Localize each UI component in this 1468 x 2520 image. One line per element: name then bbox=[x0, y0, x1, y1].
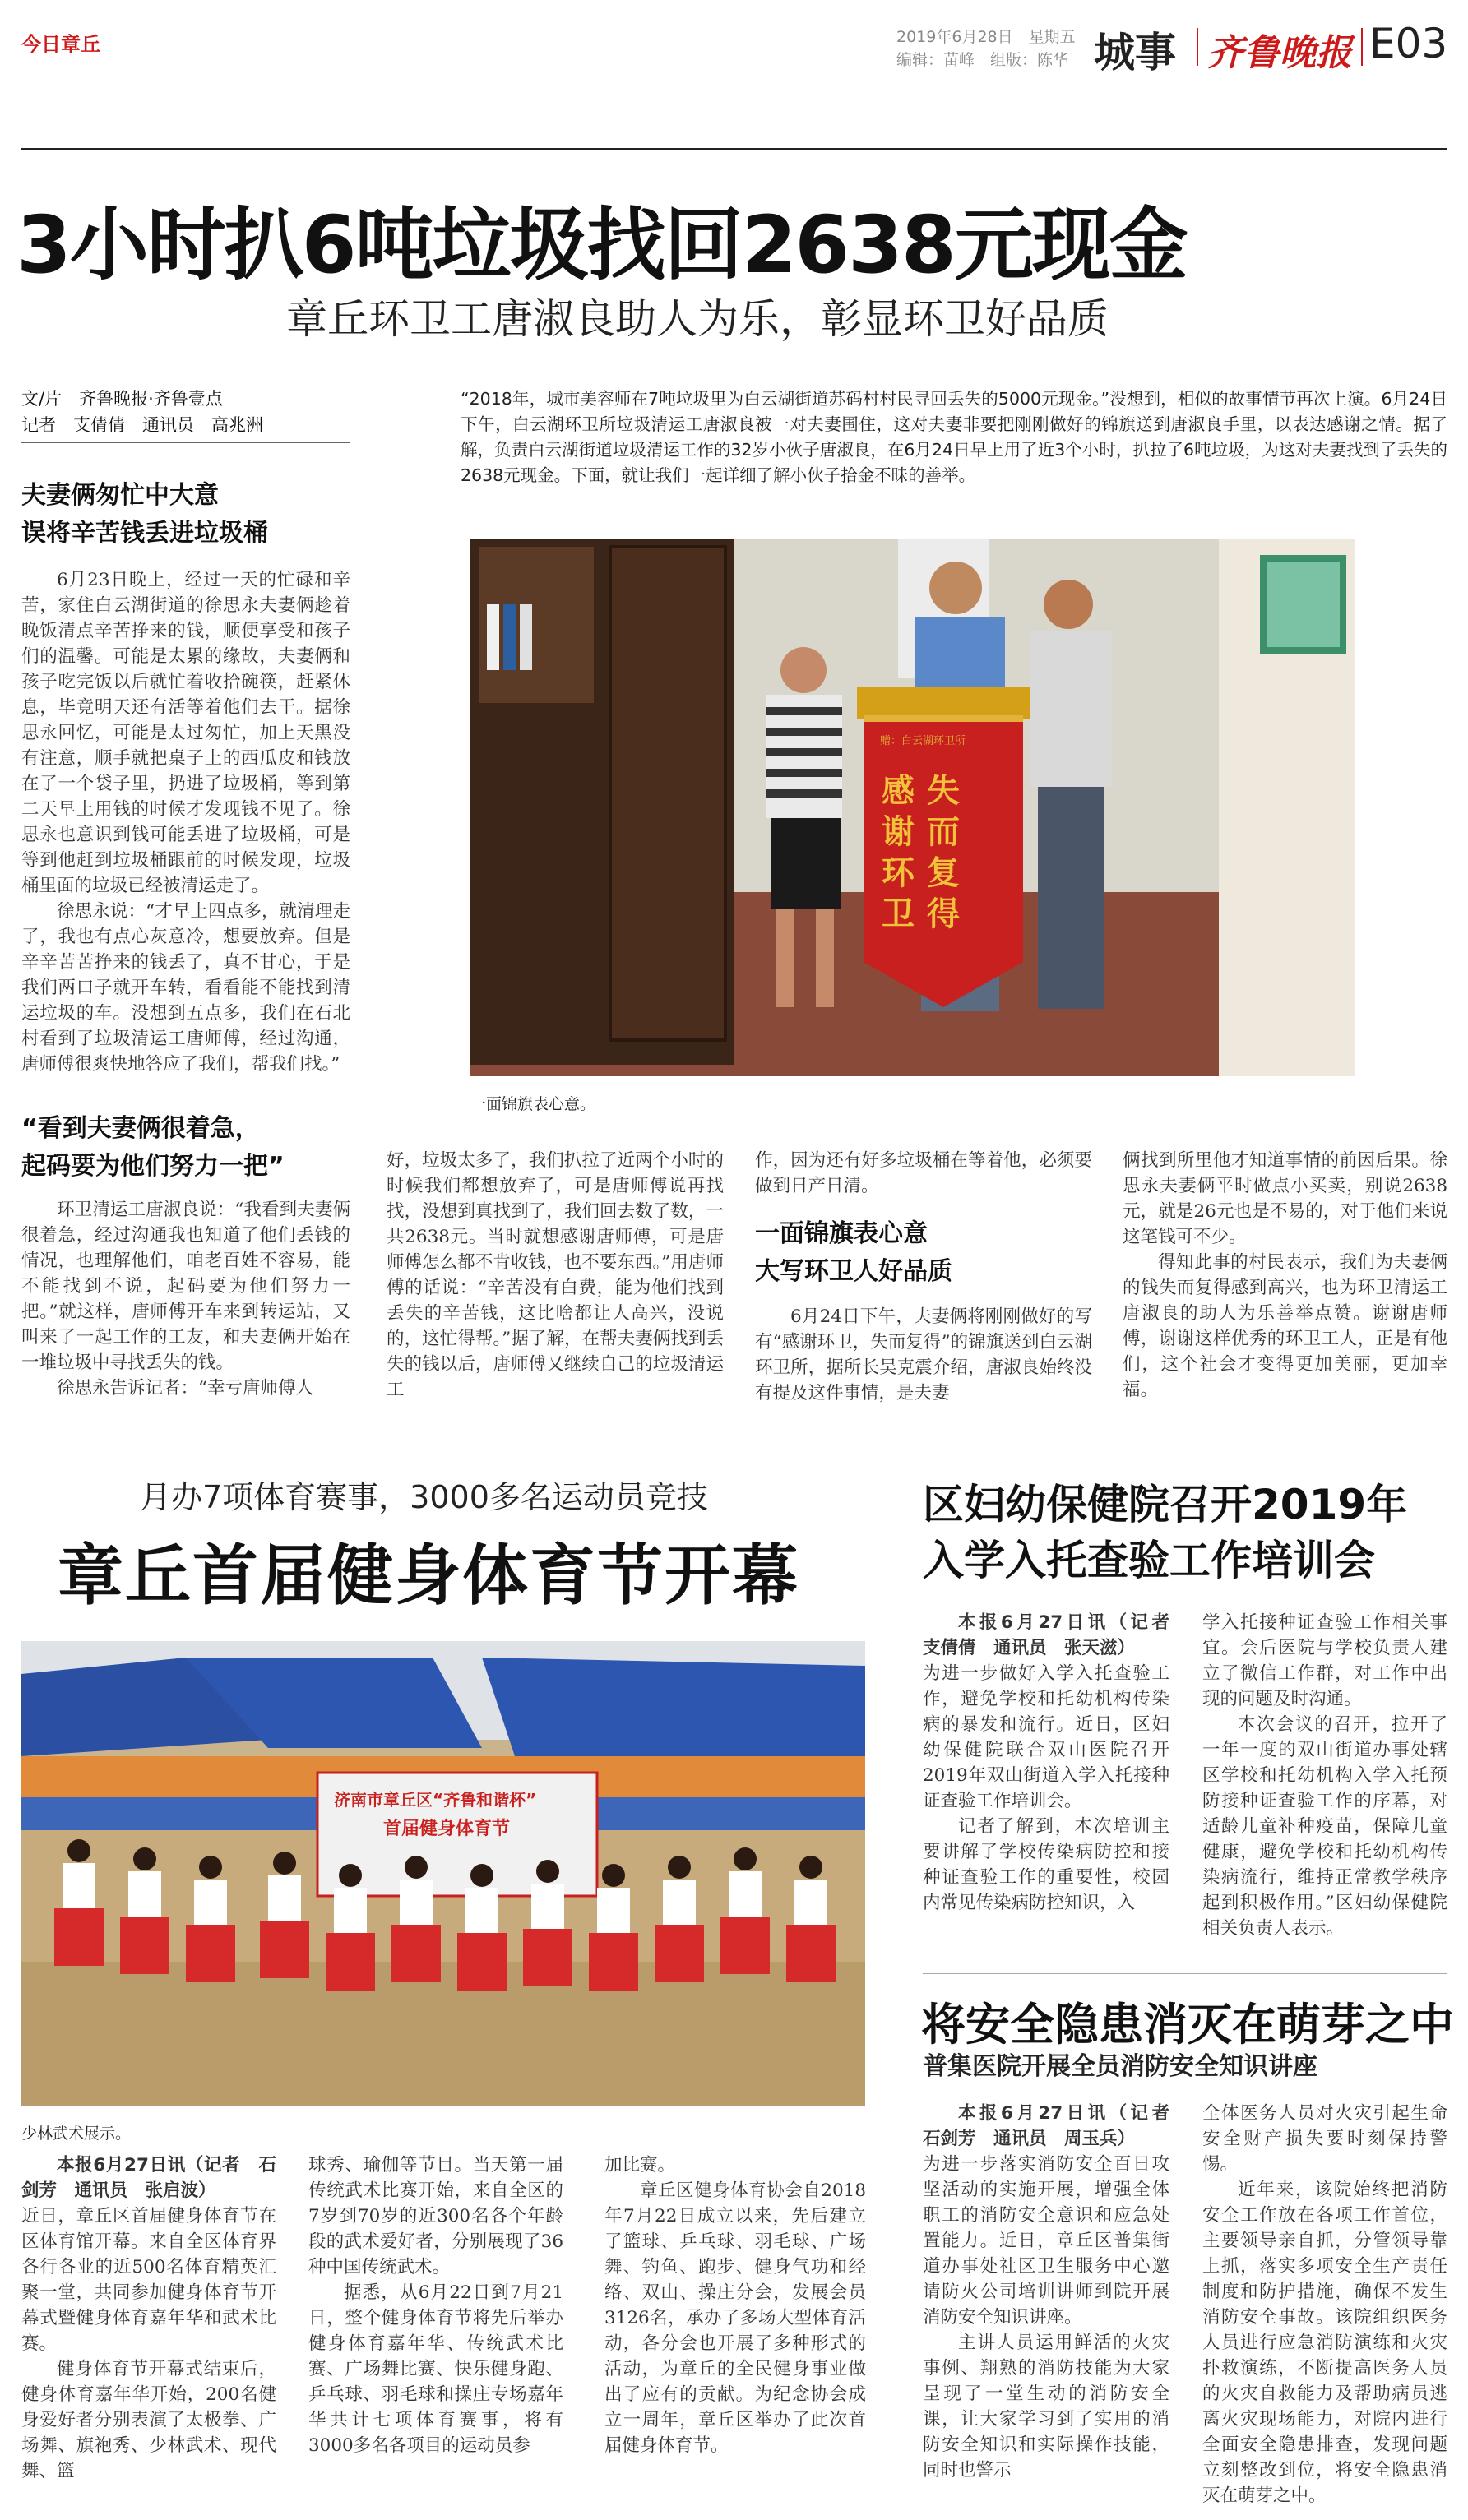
fitness-c3-paragraph: 加比赛。 bbox=[604, 2155, 676, 2176]
main-c4-paragraph: 得知此事的村民表示，我们为夫妻俩的钱失而复得感到高兴，也为环卫清运工唐淑良的助人为乐善举点赞。谢谢唐师傅，谢谢这样优秀的环卫工人，正是有他们，这个社会才变得更加美丽，更加幸福。 bbox=[1123, 1252, 1447, 1400]
svg-text:环: 环 bbox=[882, 853, 915, 892]
svg-text:卫: 卫 bbox=[882, 895, 915, 933]
main-column-4 bbox=[1123, 1148, 1447, 1403]
main-subhead-3b: 大写环卫人好品质 bbox=[755, 1257, 952, 1286]
safety-c2-paragraph: 近年来，该院始终把消防安全工作放在各项工作首位，主要领导亲自抓，分管领导靠上抓，落实多项安全生产责任制度和防护措施，确保不发生消防安全事故。该院组织医务人员进行应急消防演练和火灾扑救演练，不断提高医务人员的火灾自救能力及帮助病员逃离火灾现场能力，对院内进行全面安全隐患排查，发现问题立刻整改到位，将安全隐患消灭在萌芽之中。 bbox=[1202, 2180, 1447, 2506]
fitness-photo-caption: 少林武术展示。 bbox=[21, 2125, 132, 2143]
fitness-c1-paragraph: 近日，章丘区首届健身体育节在区体育馆开幕。来自全区体育界各行各业的近500名体育精英汇聚一堂，共同参加健身体育节开幕式暨健身体育嘉年华和武术比赛。 bbox=[21, 2206, 276, 2354]
fitness-c3-paragraph: 章丘区健身体育协会自2018年7月22日成立以来，先后建立了篮球、乒乓球、羽毛球、广场舞、钓鱼、跑步、健身气功和经络、双山、操庄分会，发展会员3126名，承办了多场大型体育活动，各分会也开展了多种形式的活动，为章丘的全民健身事业做出了应有的贡献。为纪念协会成立一周年，章丘区举办了此次首届健身体育节。 bbox=[604, 2180, 866, 2456]
fitness-c2-paragraph: 球秀、瑜伽等节目。当天第一届传统武术比赛开始，来自全区的7岁到70岁的近300名各个年龄段的武术爱好者，分别展现了36种中国传统武术。 bbox=[308, 2155, 563, 2277]
main-subhead-3a: 一面锦旗表心意 bbox=[755, 1219, 928, 1248]
svg-text:失: 失 bbox=[927, 771, 960, 810]
fitness-headline: 章丘首届健身体育节开幕 bbox=[58, 1537, 799, 1614]
header-rule bbox=[21, 148, 1447, 150]
main-c3b-paragraph: 6月24日下午，夫妻俩将刚刚做好的写有“感谢环卫，失而复得”的锦旗送到白云湖环卫所，据所长吴克震介绍，唐淑良始终没有提及这件事情，是夫妻 bbox=[755, 1306, 1092, 1403]
maternal-c2-paragraph: 学入托接种证查验工作相关事宜。会后医院与学校负责人建立了微信工作群，对工作中出现的问题及时沟通。 bbox=[1202, 1612, 1447, 1709]
main-c2-paragraph: 好，垃圾太多了，我们扒拉了近两个小时的时候我们都想放弃了，可是唐师傅说再找找，没想到真找到了，我们回去数了数，一共2638元。当时就想感谢唐师傅，可是唐师傅怎么都不肯收钱，也不要东西。”用唐师傅的话说：“辛苦没有白费，能为他们找到丢失的辛苦钱，这比啥都让人高兴，没说的，这忙得帮。”据了解，在帮夫妻俩找到丢失的钱以后，唐师傅又继续自己的垃圾清运工 bbox=[387, 1150, 724, 1400]
fitness-column-1 bbox=[21, 2152, 276, 2484]
maternal-c1-paragraph: 为进一步做好入学入托查验工作，避免学校和托幼机构传染病的暴发和流行。近日，区妇幼保健院联合双山医院召开2019年双山街道入学入托接种证查验工作培训会。 bbox=[923, 1663, 1169, 1811]
main-byline-2: 记者 支倩倩 通讯员 高兆洲 bbox=[21, 415, 263, 435]
fitness-c2-paragraph: 据悉，从6月22日到7月21日，整个健身体育节将先后举办健身体育嘉年华、传统武术比赛、广场舞比赛、快乐健身跑、乒乓球、羽毛球和操庄专场嘉年华共计七项体育赛事，将有3000多名各项目的运动员参 bbox=[308, 2282, 563, 2456]
banner-top-text: 赠：白云湖环卫所 bbox=[880, 735, 966, 747]
fitness-column-3 bbox=[604, 2152, 866, 2458]
svg-text:得: 得 bbox=[927, 895, 960, 933]
safety-c2-paragraph: 全体医务人员对火灾引起生命安全财产损失要时刻保持警惕。 bbox=[1202, 2103, 1447, 2175]
fitness-photo-illustration bbox=[21, 1641, 865, 2106]
fitness-c1-paragraph: 健身体育节开幕式结束后，健身体育嘉年华开始，200名健身爱好者分别表演了太极拳、广场舞、旗袍秀、少林武术、现代舞、篮 bbox=[21, 2359, 276, 2481]
main-c1b-paragraph: 徐思永告诉记者：“幸亏唐师傅人 bbox=[57, 1378, 313, 1399]
main-column-1-bottom bbox=[21, 1110, 350, 1401]
maternal-rule bbox=[923, 1973, 1447, 1974]
safety-c1-paragraph: 主讲人员运用鲜活的火灾事例、翔熟的消防技能为大家呈现了一堂生动的消防安全课，让大家学习到了实用的消防安全知识和实际操作技能，同时也警示 bbox=[923, 2333, 1169, 2481]
fitness-banner-line2: 首届健身体育节 bbox=[383, 1819, 511, 1839]
fitness-photo bbox=[21, 1641, 865, 2106]
section-title: 城事 bbox=[1094, 29, 1176, 76]
main-c1-paragraph: 6月23日晚上，经过一天的忙碌和辛苦，家住白云湖街道的徐思永夫妻俩趁着晚饭清点辛苦挣来的钱，顺便享受和孩子们的温馨。可能是太累的缘故，夫妻俩和孩子吃完饭以后就忙着收拾碗筷，赶紧休息，毕竟明天还有活等着他们去干。据徐思永回忆，可能是太过匆忙，加上天黑没有注意，顺手就把桌子上的西瓜皮和钱放在了一个袋子里，扔进了垃圾桶，等到第二天早上用钱的时候才发现钱不见了。徐思永也意识到钱可能丢进了垃圾桶，可是等到他赶到垃圾桶跟前的时候发现，垃圾桶里面的垃圾已经被清运走了。 bbox=[21, 570, 350, 896]
maternal-headline-1: 区妇幼保健院召开2019年 bbox=[923, 1481, 1408, 1528]
svg-text:复: 复 bbox=[927, 853, 960, 892]
safety-subheadline: 普集医院开展全员消防安全知识讲座 bbox=[923, 2052, 1317, 2081]
main-lead: “2018年，城市美容师在7吨垃圾里为白云湖街道苏码村村民寻回丢失的5000元现金。”没想到，相似的故事情节再次上演。6月24日下午，白云湖环卫所垃圾清运工唐淑良被一对夫妻围住，这对夫妻非要把刚刚做好的锦旗送到唐淑良手里，以表达感谢之情。据了解，负责白云湖街道垃圾清运工作的32岁小伙子唐淑良，在6月24日早上用了近3个小时，扒拉了6吨垃圾，为这对夫妻找到了丢失的2638元现金。下面，就让我们一起详细了解小伙子拾金不昧的善举。 bbox=[461, 389, 1447, 485]
main-c1-paragraph: 徐思永说：“才早上四点多，就清理走了，我也有点心灰意冷，想要放弃。但是辛辛苦苦挣来的钱丢了，真不甘心，于是我们两口子就开车转，看看能不能找到清运垃圾的车。没想到五点多，我们在石北村看到了垃圾清运工唐师傅，经过沟通，唐师傅很爽快地答应了我们，帮我们找。” bbox=[21, 901, 350, 1075]
maternal-c2-paragraph: 本次会议的召开，拉开了一年一度的双山街道办事处辖区学校和托幼机构入学入托预防接种证查验工作的序幕，对适龄儿童补种疫苗，保障儿童健康，避免学校和托幼机构传染病流行，维持正常教学秩序起到积极作用。”区妇幼保健院相关负责人表示。 bbox=[1202, 1714, 1447, 1939]
svg-text:感: 感 bbox=[882, 771, 915, 810]
main-subhead-1b: 误将辛苦钱丢进垃圾桶 bbox=[21, 519, 268, 548]
main-column-1 bbox=[21, 477, 350, 1077]
header-divider bbox=[1197, 28, 1198, 66]
fitness-kicker: 月办7项体育赛事，3000多名运动员竞技 bbox=[140, 1479, 708, 1515]
main-c4-paragraph: 俩找到所里他才知道事情的前因后果。徐思永夫妻俩平时做点小买卖，别说2638元，就是26元也是不易的，对于他们来说这笔钱可不少。 bbox=[1123, 1150, 1447, 1247]
section-left-label: 今日章丘 bbox=[21, 33, 100, 56]
date-line: 2019年6月28日 星期五 bbox=[896, 28, 1076, 46]
main-subhead-2b: 起码要为他们努力一把” bbox=[21, 1152, 285, 1181]
safety-c1-paragraph: 为进一步落实消防安全百日攻坚活动的实施开展，增强全体职工的消防安全意识和应急处置能力。近日，章丘区普集街道办事处社区卫生服务中心邀请防火公司培训讲师到院开展消防安全知识讲座。 bbox=[923, 2154, 1169, 2328]
main-photo-caption: 一面锦旗表心意。 bbox=[470, 1095, 596, 1113]
svg-text:谢: 谢 bbox=[882, 812, 915, 851]
maternal-c1-paragraph: 记者了解到，本次培训主要讲解了学校传染病防控和接种证查验工作的重要性，校园内常见传染病防控知识，入 bbox=[923, 1816, 1169, 1913]
main-subhead-2a: “看到夫妻俩很着急， bbox=[21, 1114, 260, 1143]
fitness-column-2 bbox=[308, 2152, 563, 2458]
main-subheadline: 章丘环卫工唐淑良助人为乐，彰显环卫好品质 bbox=[286, 295, 1109, 343]
safety-column-2 bbox=[1202, 2101, 1447, 2508]
safety-byline: 本报6月27日讯（记者 石剑芳 通讯员 周玉兵） bbox=[923, 2103, 1188, 2149]
maternal-column-2 bbox=[1202, 1610, 1447, 1941]
paper-logo: 齐鲁晚报 bbox=[1207, 32, 1352, 74]
safety-column-1 bbox=[923, 2101, 1188, 2483]
fitness-banner-line1: 济南市章丘区“齐鲁和谐杯” bbox=[334, 1790, 537, 1810]
page-number: E03 bbox=[1369, 20, 1448, 67]
fitness-byline: 本报6月27日讯（记者 石剑芳 通讯员 张启波） bbox=[21, 2155, 276, 2201]
main-photo bbox=[470, 539, 1355, 1076]
main-column-3 bbox=[755, 1148, 1092, 1406]
main-byline-1: 文/片 齐鲁晚报·齐鲁壹点 bbox=[21, 389, 223, 409]
main-headline: 3小时扒6吨垃圾找回2638元现金 bbox=[16, 199, 1187, 291]
main-c1b-paragraph: 环卫清运工唐淑良说：“我看到夫妻俩很着急，经过沟通我也知道了他们丢钱的情况，也理解他们，咱老百姓不容易，能不能找到不说，起码要为他们努力一把。”就这样，唐师傅开车来到转运站，又叫来了一起工作的工友，和夫妻俩开始在一堆垃圾中寻找丢失的钱。 bbox=[21, 1200, 350, 1373]
header-divider-2 bbox=[1361, 28, 1363, 66]
safety-headline: 将安全隐患消灭在萌芽之中 bbox=[921, 1999, 1454, 2051]
svg-text:而: 而 bbox=[927, 812, 960, 851]
maternal-column-1 bbox=[923, 1610, 1188, 1916]
editor-line: 编辑：苗峰 组版：陈华 bbox=[896, 51, 1069, 69]
main-photo-illustration bbox=[470, 539, 1355, 1076]
main-subhead-1a: 夫妻俩匆忙中大意 bbox=[21, 481, 219, 510]
byline-rule bbox=[21, 442, 350, 443]
maternal-headline-2: 入学入托查验工作培训会 bbox=[923, 1537, 1375, 1584]
maternal-byline: 本报6月27日讯（记者 支倩倩 通讯员 张天滋） bbox=[923, 1612, 1188, 1658]
main-c3-paragraph: 作，因为还有好多垃圾桶在等着他，必须要做到日产日清。 bbox=[755, 1150, 1092, 1196]
main-column-2 bbox=[387, 1148, 724, 1403]
